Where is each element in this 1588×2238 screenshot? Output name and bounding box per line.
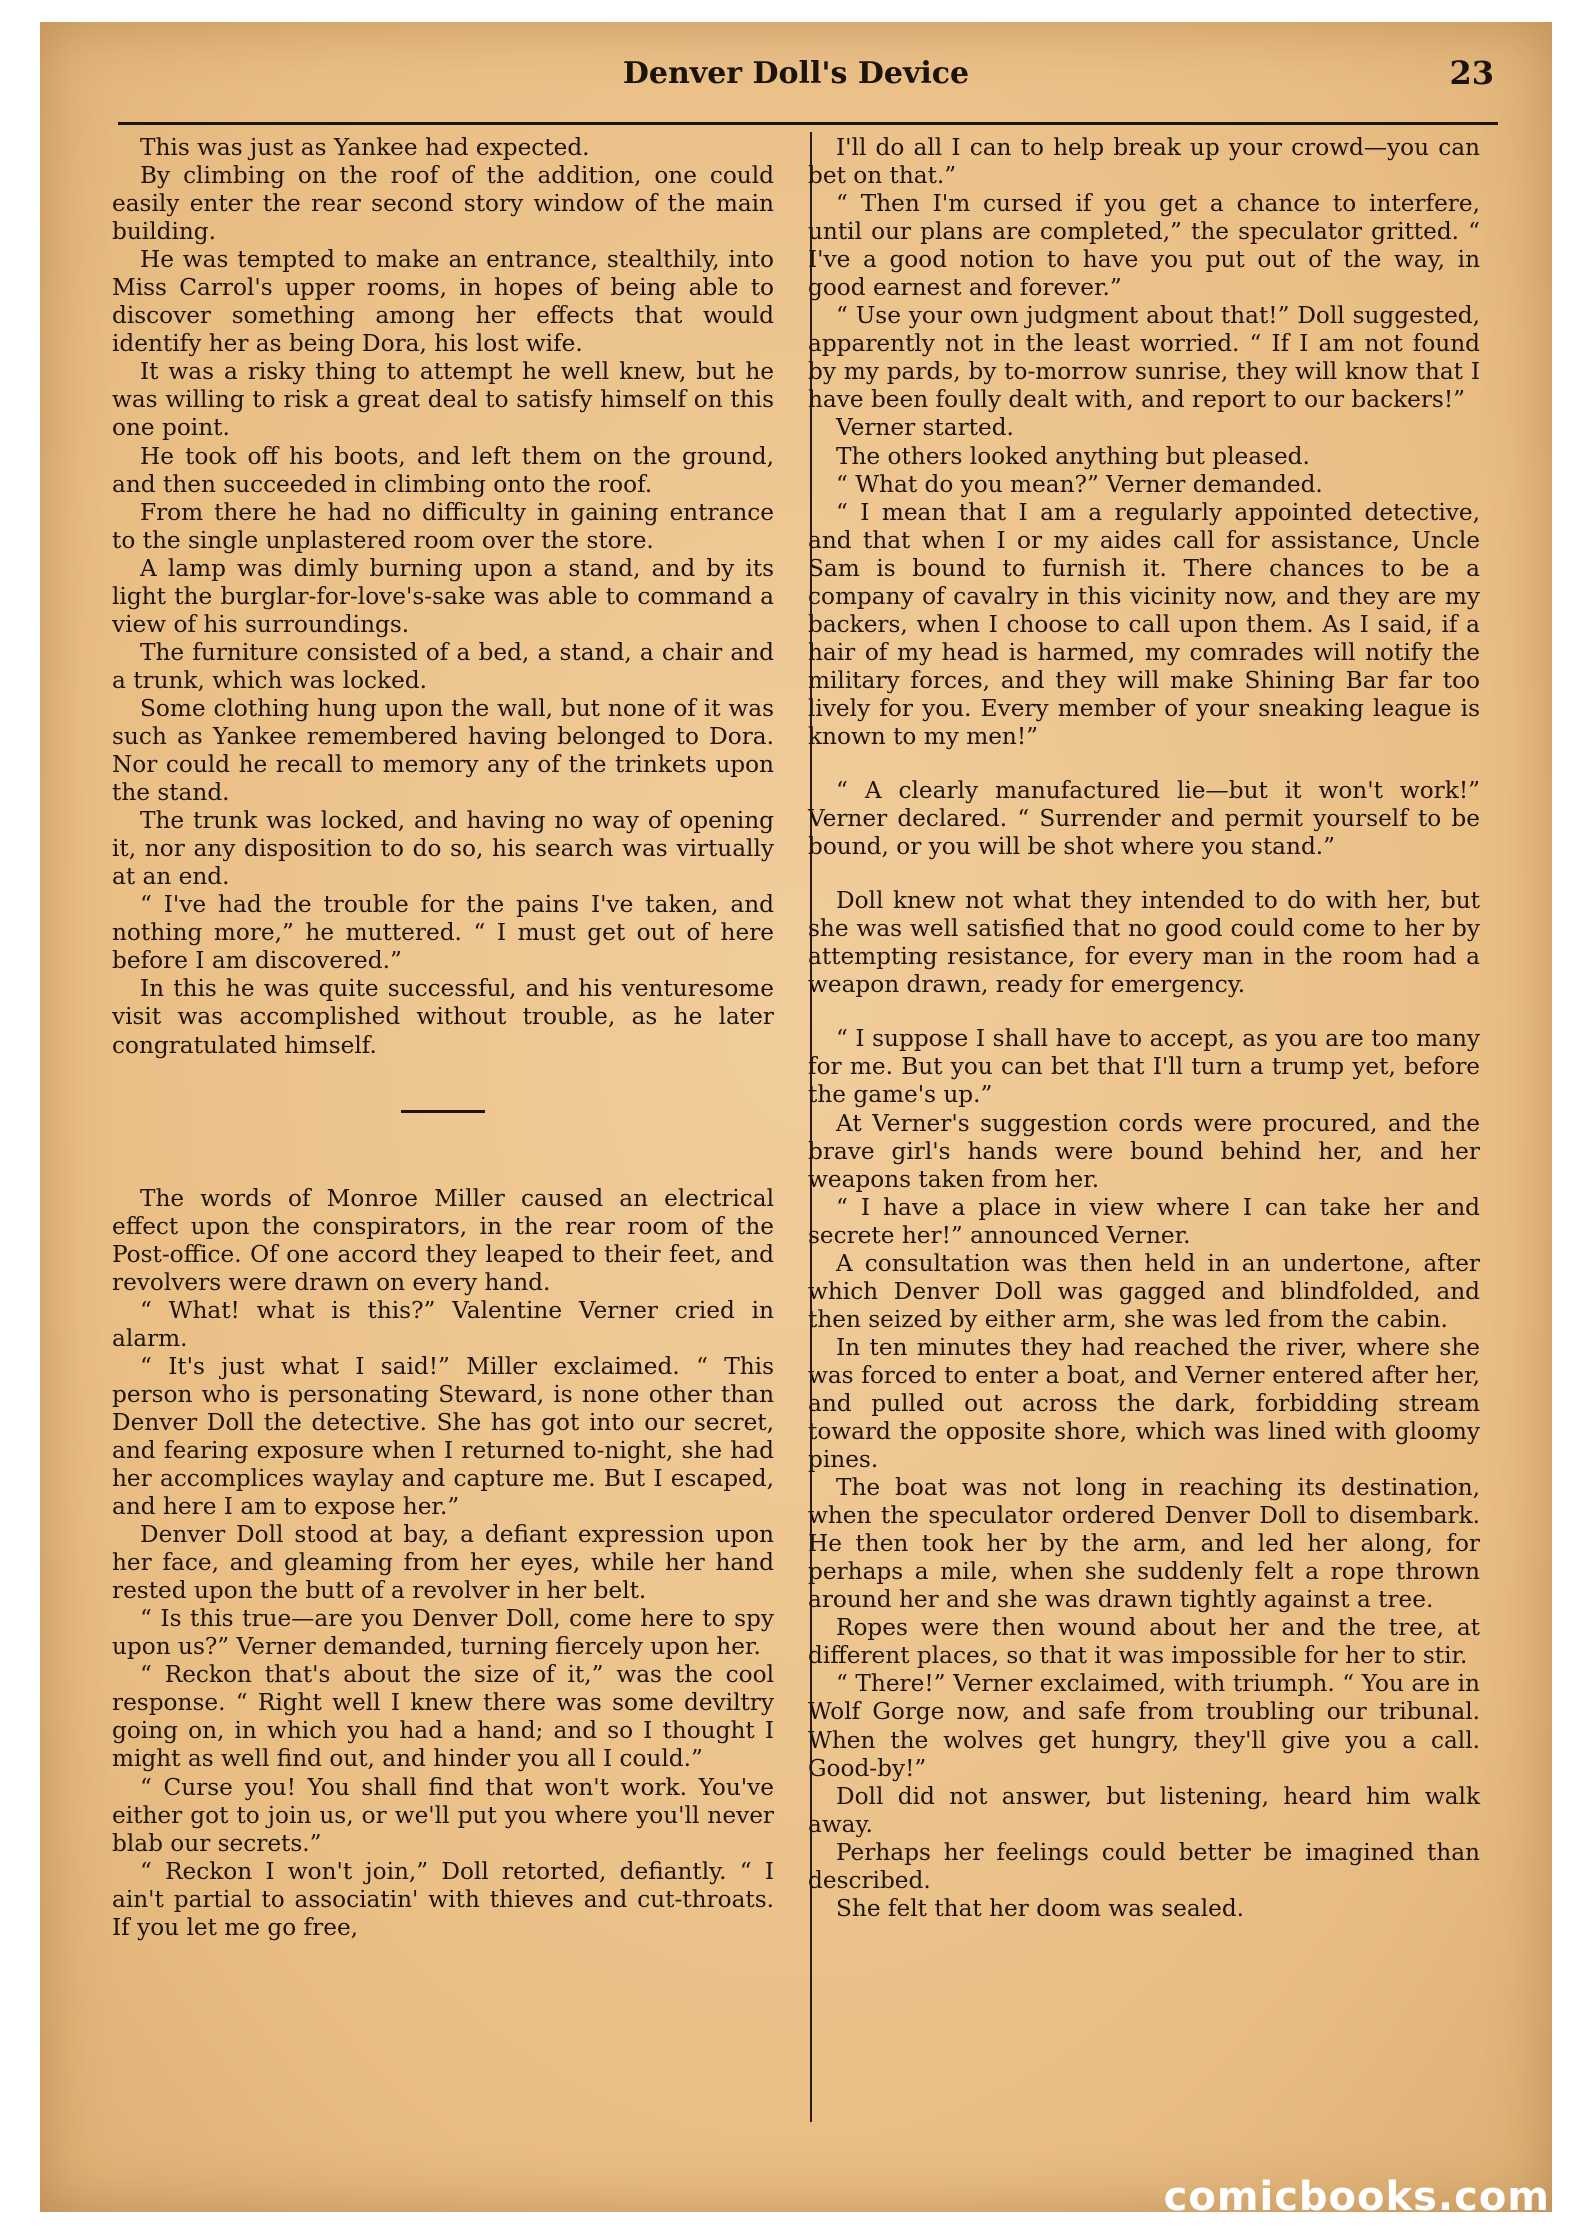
paragraph: “ Reckon that's about the size of it,” was the cool response. “ Right well I knew there was some deviltry going on, in which you had a hand; and so I thought I might as well find out, and hinder you all I could.” <box>112 1661 774 1773</box>
paragraph-gap <box>808 861 1480 887</box>
left-column-part-1 <box>112 134 774 1060</box>
watermark-text: comicbooks.com <box>1163 2174 1550 2220</box>
right-column-part-2 <box>808 777 1480 861</box>
paragraph: He was tempted to make an entrance, stealthily, into Miss Carrol's upper rooms, in hopes of being able to discover something among her effects that would identify her as being Dora, his lost wife. <box>112 246 774 358</box>
paragraph: Some clothing hung upon the wall, but none of it was such as Yankee remembered having belonged to Dora. Nor could he recall to memory any of the trinkets upon the stand. <box>112 694 774 807</box>
paragraph: I'll do all I can to help break up your crowd—you can bet on that.” <box>808 134 1480 190</box>
paragraph: In this he was quite successful, and his venturesome visit was accomplished without trouble, as he later congratulated himself. <box>112 975 774 1059</box>
book-page <box>40 22 1552 2212</box>
right-column-part-3 <box>808 887 1480 999</box>
paragraph: “ Is this true—are you Denver Doll, come here to spy upon us?” Verner demanded, turning fiercely upon her. <box>112 1605 774 1661</box>
paragraph: She felt that her doom was sealed. <box>836 1894 1245 1922</box>
paragraph: “ Curse you! You shall find that won't work. You've either got to join us, or we'll put you where you'll never blab our secrets.” <box>112 1773 774 1857</box>
right-column-part-1 <box>808 134 1480 751</box>
paragraph: In ten minutes they had reached the river, where she was forced to enter a boat, and Verner entered after her, and pulled out across the dark, forbidding stream toward the opposite shore, which was lined with gloomy pines. <box>808 1333 1480 1474</box>
paragraph: “ Reckon I won't join,” Doll retorted, defiantly. “ I ain't partial to associatin' with thieves and cut-throats. If you let me go free, <box>112 1857 774 1941</box>
paragraph: It was a risky thing to attempt he well knew, but he was willing to risk a great deal to satisfy himself on this one point. <box>112 358 774 442</box>
paragraph: “ I mean that I am a regularly appointed detective, and that when I or my aides call for assistance, Uncle Sam is bound to furnish it. There chances to be a company of cavalry in this vicinity now, and they are my backers, when I choose to call upon them. As I said, if a hair of my head is harmed, my comrades will notify the military forces, and they will make Shining Bar far too lively for you. Every member of your sneaking league is known to my men!” <box>808 498 1480 750</box>
paragraph: “ What do you mean?” Verner demanded. <box>836 470 1323 498</box>
paragraph: The furniture consisted of a bed, a stand, a chair and a trunk, which was locked. <box>112 638 774 694</box>
paragraph: The words of Monroe Miller caused an electrical effect upon the conspirators, in the rear room of the Post-office. Of one accord they leaped to their feet, and revolvers were drawn on every hand. <box>112 1184 774 1296</box>
paragraph: A lamp was dimly burning upon a stand, and by its light the burglar-for-love's-sake was able to command a view of his surroundings. <box>112 554 774 638</box>
paragraph: “ I suppose I shall have to accept, as you are too many for me. But you can bet that I'll turn a trump yet, before the game's up.” <box>808 1025 1480 1109</box>
running-title: Denver Doll's Device <box>622 56 970 91</box>
paragraph: Verner started. <box>836 414 1014 442</box>
paragraph: He took off his boots, and left them on the ground, and then succeeded in climbing onto the roof. <box>112 442 774 498</box>
paragraph: “ Use your own judgment about that!” Doll suggested, apparently not in the least worried. “ If I am not found by my pards, by to-morrow sunrise, they will know that I have been foully dealt with, and report to our backers!” <box>808 302 1480 414</box>
paragraph: The trunk was locked, and having no way of opening it, nor any disposition to do so, his search was virtually at an end. <box>112 807 774 891</box>
header-rule <box>118 122 1498 125</box>
paragraph: Doll knew not what they intended to do with her, but she was well satisfied that no good could come to her by attempting resistance, for every man in the room had a weapon drawn, ready for emergency. <box>808 887 1480 999</box>
paragraph: “ What! what is this?” Valentine Verner cried in alarm. <box>112 1296 774 1352</box>
left-column <box>112 134 774 1942</box>
paragraph: “ It's just what I said!” Miller exclaimed. “ This person who is personating Steward, is none other than Denver Doll the detective. She has got into our secret, and fearing exposure when I returned to-night, she had her accomplices waylay and capture me. But I escaped, and here I am to expose her.” <box>112 1352 774 1521</box>
paragraph: The boat was not long in reaching its destination, when the speculator ordered Denver Doll to disembark. He then took her by the arm, and led her along, for perhaps a mile, when she suddenly felt a rope thrown around her and she was drawn tightly against a tree. <box>808 1474 1480 1614</box>
paragraph: “ I have a place in view where I can take her and secrete her!” announced Verner. <box>808 1193 1480 1249</box>
paragraph: “ I've had the trouble for the pains I've taken, and nothing more,” he muttered. “ I must get out of here before I am discovered.” <box>112 891 774 975</box>
paragraph: At Verner's suggestion cords were procured, and the brave girl's hands were bound behind her, and her weapons taken from her. <box>808 1109 1480 1193</box>
right-column <box>808 134 1480 1923</box>
paragraph: The others looked anything but pleased. <box>836 442 1310 470</box>
paragraph: Ropes were then wound about her and the tree, at different places, so that it was impossible for her to stir. <box>808 1614 1480 1670</box>
paragraph: Denver Doll stood at bay, a defiant expression upon her face, and gleaming from her eyes, while her hand rested upon the butt of a revolver in her belt. <box>112 1521 774 1605</box>
section-break-rule <box>401 1110 485 1113</box>
paragraph: This was just as Yankee had expected. <box>140 134 590 161</box>
paragraph: Perhaps her feelings could better be imagined than described. <box>808 1838 1480 1894</box>
page-number: 23 <box>1449 54 1494 92</box>
paragraph: A consultation was then held in an undertone, after which Denver Doll was gagged and blindfolded, and then seized by either arm, she was led from the cabin. <box>808 1249 1480 1333</box>
paragraph: Doll did not answer, but listening, heard him walk away. <box>808 1782 1480 1838</box>
paragraph: “ Then I'm cursed if you get a chance to interfere, until our plans are completed,” the speculator gritted. “ I've a good notion to have you put out of the way, in good earnest and forever.” <box>808 190 1480 302</box>
paragraph: “ There!” Verner exclaimed, with triumph. “ You are in Wolf Gorge now, and safe from troubling our tribunal. When the wolves get hungry, they'll give you a call. Good-by!” <box>808 1670 1480 1782</box>
right-column-part-4 <box>808 1025 1480 1923</box>
paragraph: “ A clearly manufactured lie—but it won't work!” Verner declared. “ Surrender and permit yourself to be bound, or you will be shot where you stand.” <box>808 777 1480 861</box>
paragraph: From there he had no difficulty in gaining entrance to the single unplastered room over the store. <box>112 498 774 554</box>
paragraph-gap <box>808 751 1480 777</box>
paragraph: By climbing on the roof of the addition, one could easily enter the rear second story window of the main building. <box>112 162 774 246</box>
left-column-part-2 <box>112 1185 774 1942</box>
paragraph-gap <box>808 999 1480 1025</box>
